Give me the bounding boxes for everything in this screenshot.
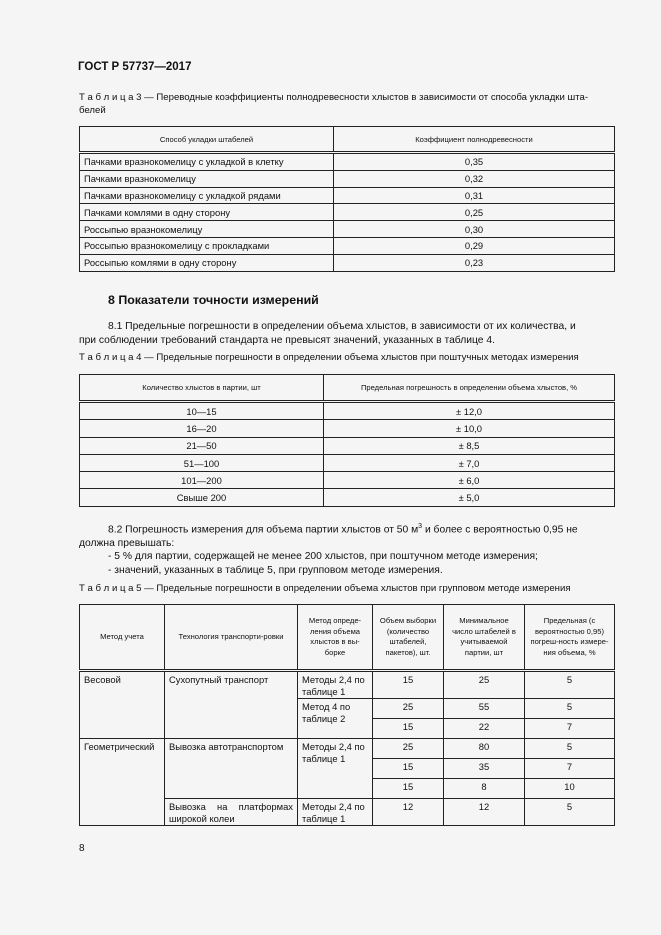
table-row	[80, 437, 615, 454]
table-row	[80, 254, 615, 271]
cell: Пачками вразнокомелицу	[80, 170, 334, 187]
cell-sample: 15	[373, 671, 444, 699]
cell: 10—15	[80, 402, 324, 420]
table-5	[79, 604, 615, 826]
page-number: 8	[79, 843, 85, 854]
cell-method: Геометрический	[80, 739, 165, 826]
column-header: Предельная (с вероятностью 0,95) погреш-ность измере-ния объема, %	[525, 605, 615, 671]
table-header-row	[80, 375, 615, 402]
table-row	[80, 187, 615, 204]
table-row	[80, 221, 615, 238]
cell-error: 5	[525, 671, 615, 699]
paragraph-8-1	[79, 320, 619, 347]
column-header: Коэффициент полнодревесности	[334, 127, 615, 153]
text-span: и более с вероятностью 0,95 не	[422, 524, 578, 536]
table-row	[80, 472, 615, 489]
cell: Россыпью вразнокомелицу	[80, 221, 334, 238]
cell: Пачками вразнокомелицу с укладкой в клетку	[80, 153, 334, 171]
cell: ± 10,0	[324, 420, 615, 437]
cell: 101—200	[80, 472, 324, 489]
cell: Россыпью вразнокомелицу с прокладками	[80, 237, 334, 254]
column-header: Минимальное число штабелей в учитываемой партии, шт	[444, 605, 525, 671]
cell: 0,29	[334, 237, 615, 254]
cell-sample: 15	[373, 719, 444, 739]
column-header: Метод учета	[80, 605, 165, 671]
cell: ± 7,0	[324, 454, 615, 471]
cell-error: 7	[525, 759, 615, 779]
paragraph-line: должна превышать:	[79, 537, 175, 549]
column-header: Способ укладки штабелей	[80, 127, 334, 153]
cell: 0,31	[334, 187, 615, 204]
cell-min-stacks: 12	[444, 799, 525, 826]
cell: ± 5,0	[324, 489, 615, 506]
list-item: - значений, указанных в таблице 5, при групповом методе измерения.	[108, 564, 443, 576]
table3-caption	[79, 92, 619, 117]
cell-determination: Методы 2,4 по таблице 1	[298, 671, 373, 699]
cell-transport: Вывозка на платформах широкой колеи	[165, 799, 298, 826]
cell-min-stacks: 22	[444, 719, 525, 739]
table-header-row	[80, 605, 615, 671]
cell: 0,30	[334, 221, 615, 238]
caption-line: белей	[79, 104, 106, 116]
cell: Пачками комлями в одну сторону	[80, 204, 334, 221]
table-row	[80, 402, 615, 420]
column-header: Объем выборки (количество штабелей, пакетов), шт.	[373, 605, 444, 671]
table-row	[80, 739, 615, 759]
column-header: Технология транспорти-ровки	[165, 605, 298, 671]
table-row	[80, 489, 615, 506]
paragraph-line	[79, 520, 624, 537]
table-row	[80, 671, 615, 699]
table5-caption: Т а б л и ц а 5 — Предельные погрешности в определении объема хлыстов при групповом методе измерения	[79, 583, 571, 594]
cell: 21—50	[80, 437, 324, 454]
column-header: Предельная погрешность в определении объема хлыстов, %	[324, 375, 615, 402]
cell-method: Весовой	[80, 671, 165, 739]
superscript: 3	[418, 523, 423, 530]
table-4	[79, 374, 615, 507]
table-3	[79, 126, 615, 272]
cell-transport: Вывозка автотранспортом	[165, 739, 298, 799]
caption-line: Т а б л и ц а 3 — Переводные коэффициенты полнодревесности хлыстов в зависимости от способа укладки шта-	[79, 92, 589, 103]
paragraph-line: при соблюдении требований стандарта не превысят значений, указанных в таблице 4.	[79, 334, 495, 346]
table-header-row	[80, 127, 615, 153]
cell: 0,35	[334, 153, 615, 171]
cell: ± 12,0	[324, 402, 615, 420]
table-row	[80, 170, 615, 187]
cell: Пачками вразнокомелицу с укладкой рядами	[80, 187, 334, 204]
paragraph-line: 8.1 Предельные погрешности в определении объема хлыстов, в зависимости от их количества, и	[108, 321, 576, 332]
cell: 16—20	[80, 420, 324, 437]
cell: 0,23	[334, 254, 615, 271]
cell-determination: Методы 2,4 по таблице 1	[298, 799, 373, 826]
document-id: ГОСТ Р 57737—2017	[78, 61, 192, 73]
list-item: - 5 % для партии, содержащей не менее 200 хлыстов, при поштучном методе измерения;	[108, 551, 538, 563]
cell-min-stacks: 25	[444, 671, 525, 699]
text-span: 8.2 Погрешность измерения для объема партии хлыстов от 50 м	[108, 524, 419, 536]
cell: ± 8,5	[324, 437, 615, 454]
table-row	[80, 420, 615, 437]
cell-min-stacks: 35	[444, 759, 525, 779]
cell: 0,32	[334, 170, 615, 187]
table4-caption: Т а б л и ц а 4 — Предельные погрешности в определении объема хлыстов при поштучных методах измерения	[79, 352, 579, 363]
table-row	[80, 204, 615, 221]
cell-error: 10	[525, 779, 615, 799]
cell-sample: 25	[373, 699, 444, 719]
cell: Россыпью комлями в одну сторону	[80, 254, 334, 271]
cell-transport: Сухопутный транспорт	[165, 671, 298, 739]
cell: 0,25	[334, 204, 615, 221]
table-row	[80, 237, 615, 254]
table-row	[80, 153, 615, 171]
section-heading: 8 Показатели точности измерений	[108, 293, 319, 307]
cell: ± 6,0	[324, 472, 615, 489]
cell-sample: 15	[373, 779, 444, 799]
column-header: Количество хлыстов в партии, шт	[80, 375, 324, 402]
cell: Свыше 200	[80, 489, 324, 506]
cell-determination: Метод 4 по таблице 2	[298, 699, 373, 739]
cell-min-stacks: 55	[444, 699, 525, 719]
cell-sample: 15	[373, 759, 444, 779]
column-header: Метод опреде-ления объема хлыстов в вы-борке	[298, 605, 373, 671]
paragraph-8-2	[79, 520, 624, 577]
cell-sample: 12	[373, 799, 444, 826]
cell-error: 5	[525, 739, 615, 759]
cell: 51—100	[80, 454, 324, 471]
cell-min-stacks: 80	[444, 739, 525, 759]
cell-error: 5	[525, 699, 615, 719]
table-row	[80, 454, 615, 471]
cell-error: 5	[525, 799, 615, 826]
cell-error: 7	[525, 719, 615, 739]
cell-determination: Методы 2,4 по таблице 1	[298, 739, 373, 799]
cell-sample: 25	[373, 739, 444, 759]
cell-min-stacks: 8	[444, 779, 525, 799]
